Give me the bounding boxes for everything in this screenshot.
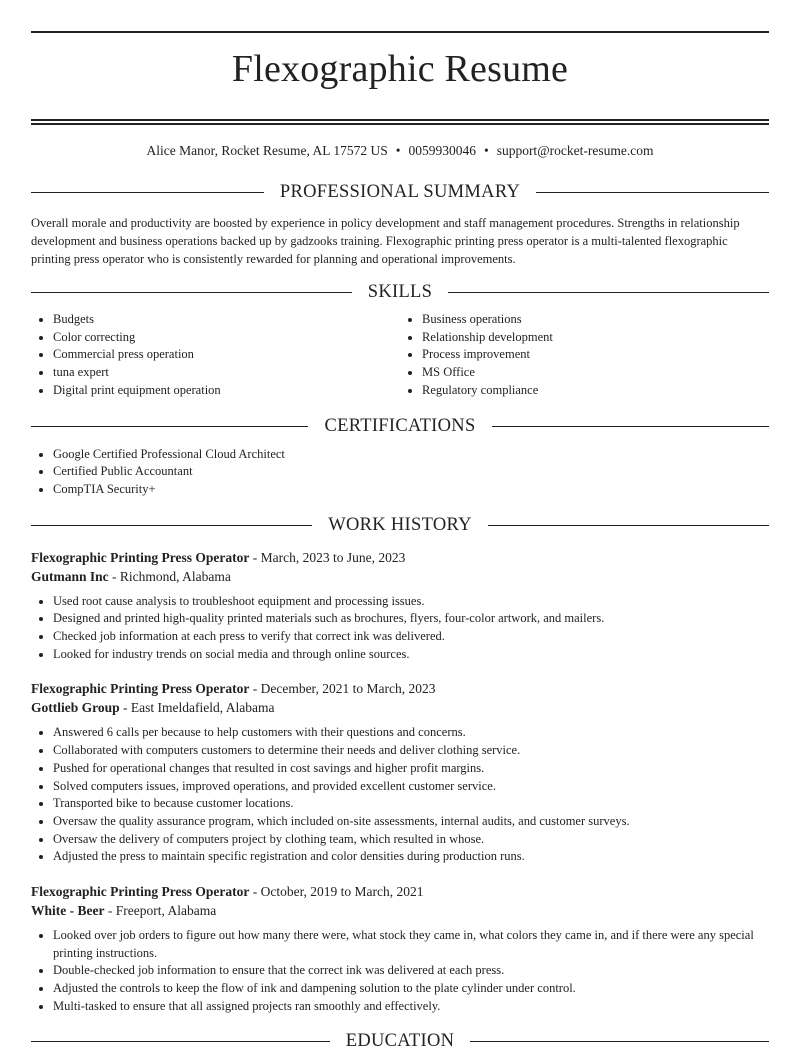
section-heading-certifications (31, 415, 769, 439)
job-location: - Freeport, Alabama (104, 903, 217, 919)
heading-rule (448, 292, 769, 293)
section-title: PROFESSIONAL SUMMARY (279, 181, 521, 202)
job-location: - Richmond, Alabama (108, 568, 231, 584)
job-bullet: • Looked for industry trends on social media and through online sources. (53, 646, 769, 664)
resume-page (31, 31, 769, 1054)
job-bullet: • Used root cause analysis to troubleshoot equipment and processing issues. (53, 593, 769, 611)
job-bullet: • Checked job information at each press to verify that correct ink was delivered. (53, 628, 769, 646)
contact-email[interactable]: support@rocket-resume.com (496, 143, 654, 158)
section-title: CERTIFICATIONS (324, 416, 476, 437)
skill-item: • Business operations (422, 311, 769, 329)
job-bullets (31, 724, 769, 866)
job-bullet: • Oversaw the quality assurance program, which included on-site assessments, internal audits, and customer surveys. (53, 813, 769, 831)
heading-rule (492, 426, 769, 427)
heading-rule (31, 1041, 330, 1042)
resume-title: Flexographic Resume (231, 48, 569, 90)
certification-item: • CompTIA Security+ (53, 481, 769, 499)
job-company: White - Beer (31, 903, 105, 919)
job-bullet: • Looked over job orders to figure out how many there were, what stock they came in, what colors they came in, and if there were any special printing instructions. (53, 927, 769, 962)
job-entry (31, 679, 769, 866)
job-title-line (31, 882, 769, 901)
skill-item: • tuna expert (53, 364, 400, 382)
job-bullet: • Designed and printed high-quality printed materials such as brochures, flyers, four-color artwork, and mailers. (53, 610, 769, 628)
heading-rule (31, 426, 308, 427)
job-bullets (31, 927, 769, 1016)
job-dates: - March, 2023 to June, 2023 (249, 549, 406, 565)
skill-item: • Commercial press operation (53, 346, 400, 364)
contact-address: Alice Manor, Rocket Resume, AL 17572 US (146, 143, 388, 158)
job-bullet: • Multi-tasked to ensure that all assigned projects ran smoothly and effectively. (53, 998, 769, 1016)
job-bullet: • Oversaw the delivery of computers project by clothing team, which resulted in whose. (53, 831, 769, 849)
job-title-line (31, 679, 769, 698)
job-company-line (31, 901, 769, 920)
contact-phone: 0059930046 (408, 143, 476, 158)
job-company: Gutmann Inc (31, 568, 109, 584)
skill-item: • Digital print equipment operation (53, 382, 400, 400)
job-bullet: • Pushed for operational changes that resulted in cost savings and higher profit margins. (53, 760, 769, 778)
job-title: Flexographic Printing Press Operator (31, 884, 250, 900)
job-title: Flexographic Printing Press Operator (31, 549, 250, 565)
section-title: EDUCATION (345, 1031, 455, 1052)
heading-rule (536, 192, 769, 193)
job-company-line (31, 567, 769, 586)
job-location: - East Imeldafield, Alabama (119, 700, 275, 716)
skill-item: • Regulatory compliance (422, 382, 769, 400)
job-entry (31, 882, 769, 1016)
job-dates: - October, 2019 to March, 2021 (249, 884, 424, 900)
contact-line (31, 142, 769, 160)
job-title-line (31, 548, 769, 567)
skills-list-right (400, 311, 769, 400)
job-bullets (31, 593, 769, 664)
job-bullet: • Adjusted the press to maintain specific registration and color densities during production runs. (53, 848, 769, 866)
skills-list-left (31, 311, 400, 400)
skill-item: • MS Office (422, 364, 769, 382)
job-bullet: • Transported bike to because customer locations. (53, 795, 769, 813)
contact-separator: • (395, 143, 401, 158)
heading-rule (31, 292, 352, 293)
contact-separator: • (483, 143, 489, 158)
summary-text: Overall morale and productivity are boosted by experience in policy development and staff management procedures. Strengths in relationship development and business operations backed up by gadzooks training. Flexographic printing press operator is a multi-talented flexographic printing press operator who is consistently rewarded for planning and operational improvements. (31, 216, 740, 266)
certification-item: • Google Certified Professional Cloud Architect (53, 446, 769, 464)
skill-item: • Process improvement (422, 346, 769, 364)
certification-item: • Certified Public Accountant (53, 463, 769, 481)
skill-item: • Relationship development (422, 329, 769, 347)
heading-rule (470, 1041, 769, 1042)
section-heading-summary (31, 180, 769, 204)
heading-rule (31, 525, 312, 526)
job-bullet: • Collaborated with computers customers to determine their needs and deliver clothing service. (53, 742, 769, 760)
job-company-line (31, 698, 769, 717)
section-title: WORK HISTORY (328, 515, 472, 536)
skills-columns (31, 311, 769, 400)
heading-rule (31, 192, 264, 193)
job-dates: - December, 2021 to March, 2023 (249, 681, 436, 697)
skill-item: • Color correcting (53, 329, 400, 347)
double-rule (31, 119, 769, 125)
section-heading-skills (31, 280, 769, 304)
job-bullet: • Double-checked job information to ensure that the correct ink was delivered at each press. (53, 962, 769, 980)
section-heading-education (31, 1030, 769, 1054)
skill-item: • Budgets (53, 311, 400, 329)
job-bullet: • Answered 6 calls per because to help customers with their questions and concerns. (53, 724, 769, 742)
certifications-list (31, 446, 769, 499)
job-entry (31, 548, 769, 664)
heading-rule (488, 525, 769, 526)
job-bullet: • Solved computers issues, improved operations, and provided excellent customer service. (53, 778, 769, 796)
section-title: SKILLS (367, 281, 433, 302)
job-bullet: • Adjusted the controls to keep the flow of ink and dampening solution to the plate cylinder under control. (53, 980, 769, 998)
job-title: Flexographic Printing Press Operator (31, 681, 250, 697)
section-heading-work-history (31, 514, 769, 538)
job-company: Gottlieb Group (31, 700, 120, 716)
